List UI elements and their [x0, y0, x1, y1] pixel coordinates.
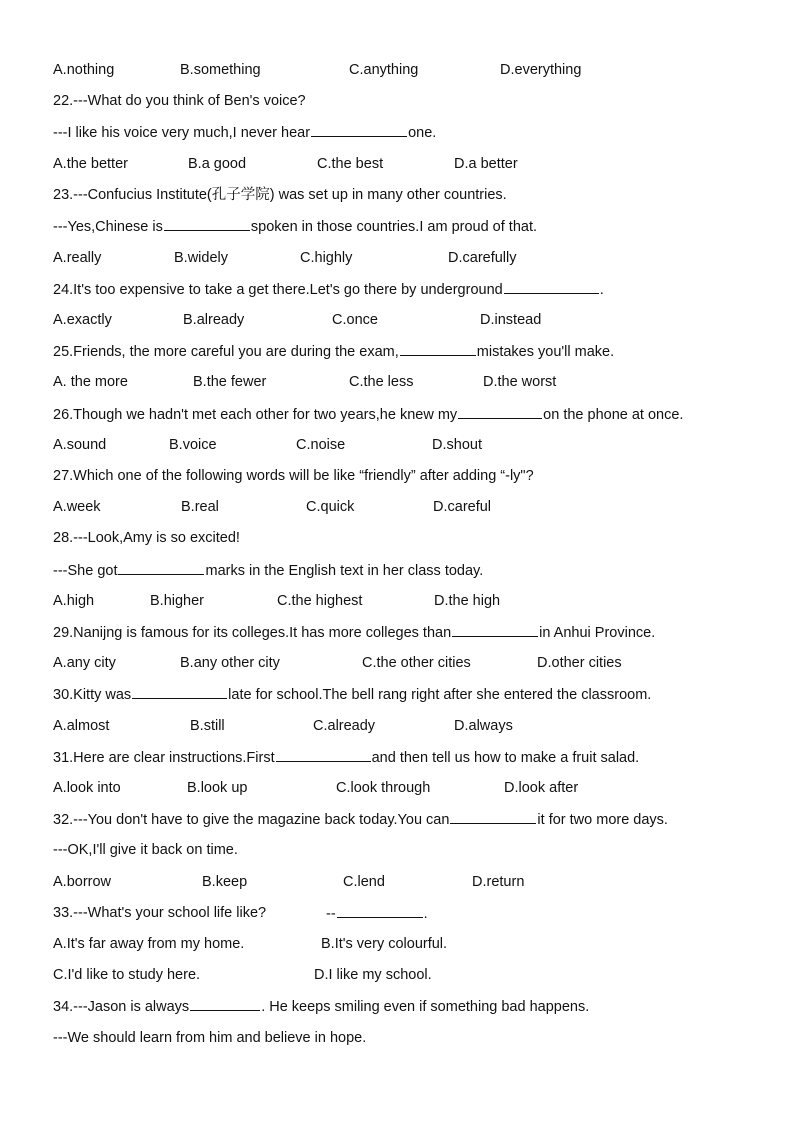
- q22-option-b: B.a good: [188, 156, 247, 172]
- q21-option-b: B.something: [180, 62, 261, 78]
- q27-option-d: D.careful: [433, 499, 492, 515]
- q28-reply-before: ---She got: [53, 563, 118, 579]
- q32-reply: ---OK,I'll give it back on time.: [53, 842, 238, 858]
- q24-stem-before: 24.It's too expensive to take a get there.Let's go there by underground: [53, 282, 503, 298]
- q23-reply: [53, 216, 537, 236]
- q23-option-b: B.widely: [174, 250, 228, 266]
- q25-stem-before: 25.Friends, the more careful you are during the exam,: [53, 344, 399, 360]
- q34-stem-after: . He keeps smiling even if something bad happens.: [261, 999, 590, 1015]
- q27-stem: 27.Which one of the following words will be like “friendly” after adding “-ly"?: [53, 468, 534, 484]
- q32-answer-blank[interactable]: [450, 809, 536, 824]
- q23-answer-blank[interactable]: [164, 216, 250, 231]
- q26-option-b: B.voice: [169, 437, 217, 453]
- q32-option-a: A.borrow: [53, 874, 112, 890]
- q26-stem-before: 26.Though we hadn't met each other for two years,he knew my: [53, 407, 458, 423]
- q21-option-d: D.everything: [500, 62, 582, 78]
- q30-option-c: C.already: [313, 718, 376, 734]
- q28-option-a: A.high: [53, 593, 95, 609]
- q33-reply: [326, 903, 428, 924]
- q21-option-c: C.anything: [349, 62, 419, 78]
- q29-option-b: B.any other city: [180, 655, 280, 671]
- q22-option-d: D.a better: [454, 156, 518, 172]
- q29-option-a: A.any city: [53, 655, 116, 671]
- q23-option-c: C.highly: [300, 250, 353, 266]
- q30-option-b: B.still: [190, 718, 225, 734]
- q34-reply: ---We should learn from him and believe in hope.: [53, 1030, 367, 1046]
- q30-option-a: A.almost: [53, 718, 110, 734]
- q26-stem: [53, 404, 683, 424]
- q29-option-d: D.other cities: [537, 655, 622, 671]
- q26-answer-blank[interactable]: [458, 404, 542, 419]
- q25-option-b: B.the fewer: [193, 374, 267, 390]
- q23-stem: 23.---Confucius Institute(孔子学院) was set up in many other countries.: [53, 187, 507, 203]
- q34-answer-blank[interactable]: [190, 996, 260, 1011]
- q23-reply-before: ---Yes,Chinese is: [53, 219, 163, 235]
- q26-option-c: C.noise: [296, 437, 346, 453]
- q33-answer-blank[interactable]: [337, 903, 423, 918]
- q32-option-b: B.keep: [202, 874, 248, 890]
- q31-stem: [53, 747, 639, 767]
- q30-stem: [53, 684, 651, 704]
- q28-answer-blank[interactable]: [118, 560, 204, 575]
- q31-option-a: A.look into: [53, 780, 121, 796]
- q21-option-a: A.nothing: [53, 62, 115, 78]
- q25-option-c: C.the less: [349, 374, 414, 390]
- q22-stem: 22.---What do you think of Ben's voice?: [53, 93, 306, 109]
- q33-option-c: C.I'd like to study here.: [53, 967, 201, 983]
- q28-reply: [53, 560, 483, 580]
- q27-option-b: B.real: [181, 499, 219, 515]
- q24-option-c: C.once: [332, 312, 378, 328]
- q28-option-b: B.higher: [150, 593, 205, 609]
- q25-option-d: D.the worst: [483, 374, 557, 390]
- q24-option-a: A.exactly: [53, 312, 112, 328]
- q31-stem-before: 31.Here are clear instructions.First: [53, 750, 275, 766]
- q25-option-a: A. the more: [53, 374, 128, 390]
- q33-reply-before: --: [326, 906, 336, 922]
- q24-answer-blank[interactable]: [504, 279, 599, 294]
- q26-option-a: A.sound: [53, 437, 107, 453]
- q31-stem-after: and then tell us how to make a fruit salad.: [371, 750, 640, 766]
- q24-option-b: B.already: [183, 312, 245, 328]
- q33-reply-after: .: [423, 906, 428, 922]
- q32-option-c: C.lend: [343, 874, 385, 890]
- q31-option-c: C.look through: [336, 780, 431, 796]
- q33-option-d: D.I like my school.: [314, 967, 432, 983]
- q28-reply-after: marks in the English text in her class today.: [205, 563, 484, 579]
- q22-answer-blank[interactable]: [311, 122, 407, 137]
- q29-answer-blank[interactable]: [452, 622, 538, 637]
- q28-stem: 28.---Look,Amy is so excited!: [53, 530, 240, 546]
- q22-reply-after: one.: [408, 125, 437, 141]
- q22-option-c: C.the best: [317, 156, 384, 172]
- q25-stem-after: mistakes you'll make.: [476, 344, 615, 360]
- q31-option-d: D.look after: [504, 780, 579, 796]
- q27-option-a: A.week: [53, 499, 101, 515]
- q22-reply: [53, 122, 436, 142]
- q29-stem-before: 29.Nanijng is famous for its colleges.It has more colleges than: [53, 625, 452, 641]
- q32-stem: [53, 809, 668, 829]
- q29-option-c: C.the other cities: [362, 655, 471, 671]
- q23-option-d: D.carefully: [448, 250, 517, 266]
- q30-stem-before: 30.Kitty was: [53, 687, 132, 703]
- q24-stem: [53, 279, 604, 299]
- q26-option-d: D.shout: [432, 437, 482, 453]
- q32-stem-before: 32.---You don't have to give the magazine back today.You can: [53, 812, 450, 828]
- q29-stem-after: in Anhui Province.: [539, 625, 656, 641]
- q27-option-c: C.quick: [306, 499, 355, 515]
- q26-stem-after: on the phone at once.: [543, 407, 684, 423]
- q34-stem: [53, 996, 589, 1016]
- q23-reply-after: spoken in those countries.I am proud of that.: [250, 219, 538, 235]
- q30-option-d: D.always: [454, 718, 513, 734]
- q33-stem: 33.---What's your school life like?: [53, 905, 267, 921]
- q25-answer-blank[interactable]: [400, 341, 476, 356]
- q24-stem-after: .: [599, 282, 604, 298]
- q33-option-a: A.It's far away from my home.: [53, 936, 245, 952]
- q33-option-b: B.It's very colourful.: [321, 936, 448, 952]
- q31-option-b: B.look up: [187, 780, 248, 796]
- q22-option-a: A.the better: [53, 156, 128, 172]
- q30-stem-after: late for school.The bell rang right after she entered the classroom.: [228, 687, 652, 703]
- q29-stem: [53, 622, 655, 642]
- q24-option-d: D.instead: [480, 312, 542, 328]
- q22-reply-before: ---I like his voice very much,I never hear: [53, 125, 311, 141]
- q30-answer-blank[interactable]: [132, 684, 227, 699]
- q32-option-d: D.return: [472, 874, 525, 890]
- q34-stem-before: 34.---Jason is always: [53, 999, 190, 1015]
- q23-option-a: A.really: [53, 250, 102, 266]
- q25-stem: [53, 341, 614, 361]
- q28-option-d: D.the high: [434, 593, 501, 609]
- q28-option-c: C.the highest: [277, 593, 363, 609]
- q31-answer-blank[interactable]: [276, 747, 371, 762]
- q32-stem-after: it for two more days.: [537, 812, 668, 828]
